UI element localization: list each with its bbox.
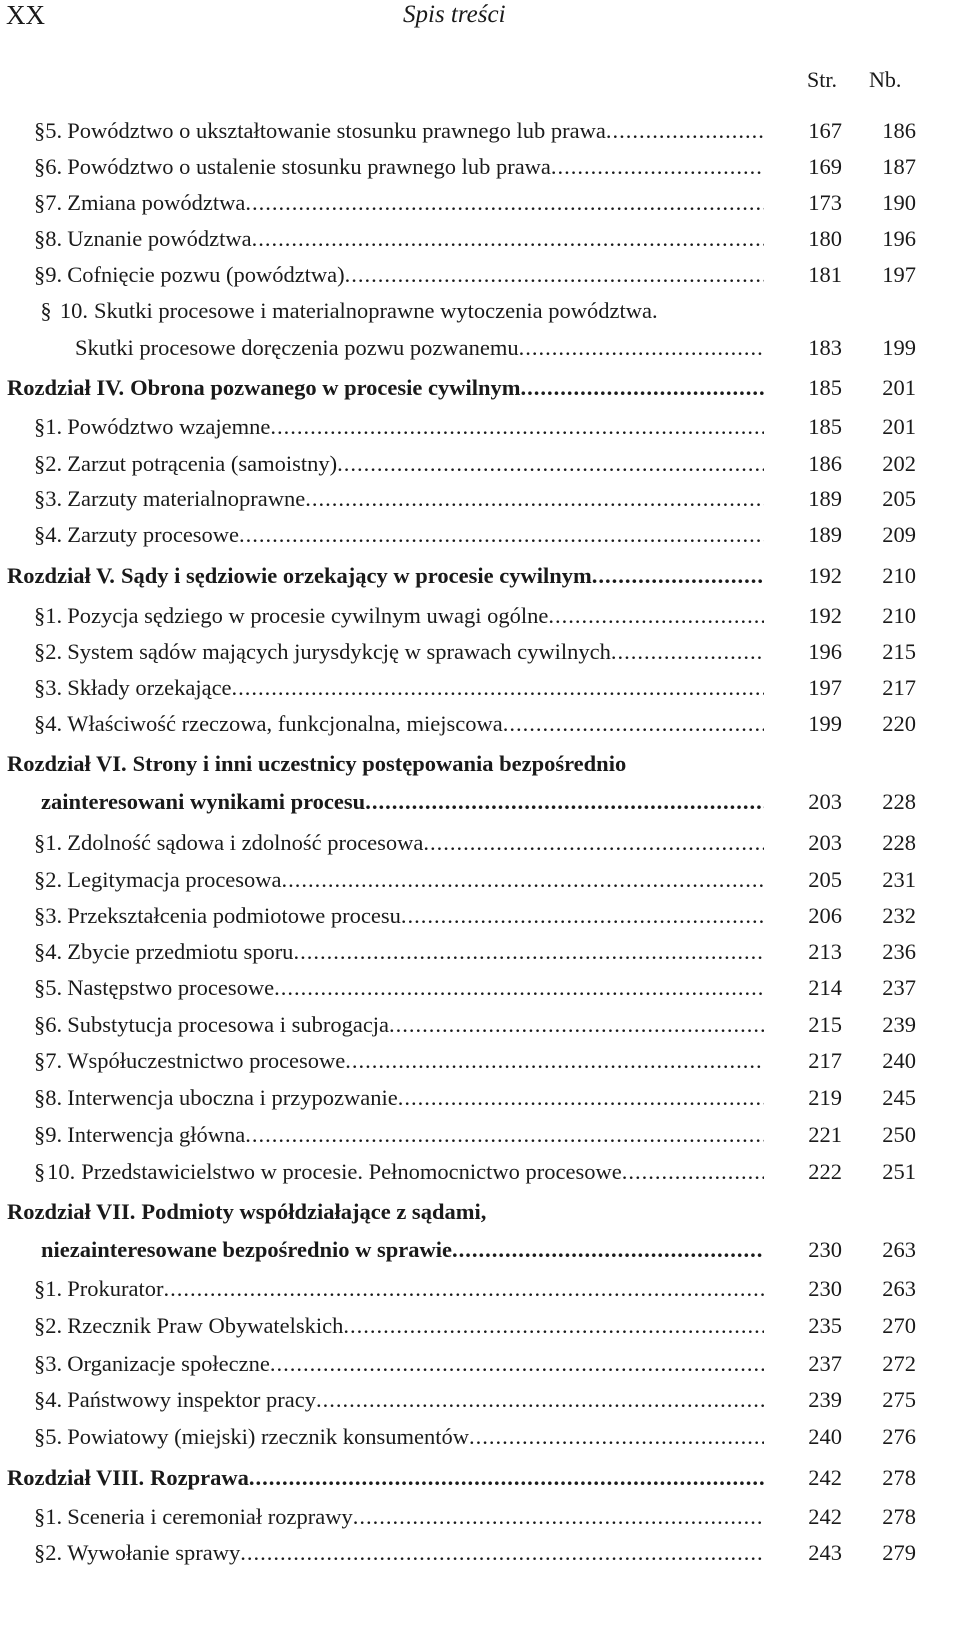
toc-section-row	[0, 637, 960, 667]
section-title: Powództwo o ustalenie stosunku prawnego lub prawa	[67, 154, 551, 179]
margin-number-ref: 210	[882, 603, 916, 628]
section-number: 10.	[59, 298, 88, 323]
section-number: 4.	[45, 522, 63, 547]
margin-number-ref: 278	[882, 1465, 916, 1490]
dot-leader	[282, 865, 764, 895]
section-symbol: §	[34, 711, 46, 736]
margin-number-ref: 228	[882, 789, 916, 814]
toc-section-row	[0, 601, 960, 631]
margin-number-ref: 196	[882, 226, 916, 251]
section-number: 2.	[45, 867, 63, 892]
margin-number-ref: 205	[882, 486, 916, 511]
page-ref: 221	[808, 1122, 842, 1147]
section-symbol: §	[34, 939, 46, 964]
margin-number-ref: 236	[882, 939, 916, 964]
toc-section-row	[0, 1083, 960, 1113]
section-symbol: §	[34, 603, 46, 628]
margin-number-ref: 209	[882, 522, 916, 547]
dot-leader	[163, 1274, 764, 1304]
page-ref: 169	[808, 154, 842, 179]
page-ref: 197	[808, 675, 842, 700]
toc-section-row	[0, 449, 960, 479]
page-ref: 219	[808, 1085, 842, 1110]
section-symbol: §	[34, 1012, 46, 1037]
toc-section-row	[0, 188, 960, 218]
section-symbol: §	[34, 1276, 46, 1301]
section-title: Zarzuty materialnoprawne	[67, 486, 306, 511]
page-ref: 206	[808, 903, 842, 928]
page-number: XX	[6, 0, 45, 30]
section-title: Następstwo procesowe	[67, 975, 275, 1000]
dot-leader	[389, 1010, 764, 1040]
section-title: Zmiana powództwa	[67, 190, 246, 215]
toc-section-row	[0, 116, 960, 146]
dot-leader	[337, 449, 764, 479]
dot-leader	[293, 937, 764, 967]
section-symbol: §	[34, 675, 46, 700]
section-number: 2.	[45, 451, 63, 476]
toc-chapter-row	[0, 561, 960, 591]
toc-section-row	[0, 828, 960, 858]
section-number: 7.	[45, 190, 63, 215]
margin-number-ref: 276	[882, 1424, 916, 1449]
toc-section-row	[0, 520, 960, 550]
section-number: 3.	[45, 903, 63, 928]
dot-leader	[343, 1311, 764, 1341]
section-symbol: §	[34, 451, 46, 476]
page-ref: 203	[808, 789, 842, 814]
dot-leader	[353, 1502, 764, 1532]
dot-leader	[245, 1120, 764, 1150]
section-title: Organizacje społeczne	[67, 1351, 270, 1376]
toc-section-row	[0, 709, 960, 739]
section-number: 8.	[45, 1085, 63, 1110]
section-title: Skutki procesowe doręczenia pozwu pozwanemu	[75, 335, 519, 360]
toc-section-row	[0, 484, 960, 514]
toc-section-row	[0, 1422, 960, 1452]
margin-number-ref: 275	[882, 1387, 916, 1412]
section-symbol: §	[34, 1424, 46, 1449]
section-number: 5.	[45, 1424, 63, 1449]
section-number: 9.	[45, 262, 63, 287]
toc-chapter-row	[0, 749, 960, 779]
page-ref: 213	[808, 939, 842, 964]
section-number: 1.	[45, 603, 63, 628]
section-number: 1.	[45, 414, 63, 439]
section-symbol: §	[34, 975, 46, 1000]
chapter-label: Rozdział VIII.	[7, 1465, 145, 1490]
page-ref: 205	[808, 867, 842, 892]
section-title: Sceneria i ceremoniał rozprawy	[67, 1504, 353, 1529]
section-symbol: §	[34, 1540, 46, 1565]
margin-number-ref: 279	[882, 1540, 916, 1565]
margin-number-ref: 240	[882, 1048, 916, 1073]
dot-leader	[622, 1157, 764, 1187]
page-ref: 183	[808, 335, 842, 360]
margin-number-ref: 231	[882, 867, 916, 892]
page-ref: 239	[808, 1387, 842, 1412]
section-number: 2.	[45, 1540, 63, 1565]
section-title: Zarzut potrącenia (samoistny)	[67, 451, 338, 476]
toc-section-row	[0, 973, 960, 1003]
section-title: Interwencja główna	[67, 1122, 246, 1147]
section-number: 5.	[45, 118, 63, 143]
section-title: Powództwo o ukształtowanie stosunku prawnego lub prawa	[67, 118, 606, 143]
toc-chapter-row	[0, 373, 960, 403]
section-symbol: §	[34, 639, 46, 664]
section-number: 4.	[45, 711, 63, 736]
section-title: System sądów mających jurysdykcję w sprawach cywilnych	[67, 639, 611, 664]
section-number: 4.	[45, 1387, 63, 1412]
margin-number-ref: 186	[882, 118, 916, 143]
margin-number-ref: 245	[882, 1085, 916, 1110]
toc-section-row	[0, 1538, 960, 1568]
chapter-title: Sądy i sędziowie orzekający w procesie cywilnym	[120, 563, 592, 588]
dot-leader	[245, 188, 764, 218]
dot-leader	[365, 787, 764, 817]
page-ref: 173	[808, 190, 842, 215]
section-symbol: §	[34, 118, 46, 143]
dot-leader	[551, 152, 764, 182]
page-ref: 237	[808, 1351, 842, 1376]
dot-leader	[316, 1385, 764, 1415]
toc-section-row	[0, 1274, 960, 1304]
dot-leader	[274, 973, 764, 1003]
toc-section-row	[0, 1157, 960, 1187]
margin-number-ref: 263	[882, 1276, 916, 1301]
margin-number-ref: 278	[882, 1504, 916, 1529]
dot-leader	[249, 1463, 764, 1493]
margin-number-ref: 201	[882, 375, 916, 400]
dot-leader	[252, 224, 764, 254]
page-ref: 185	[808, 375, 842, 400]
section-title: Substytucja procesowa i subrogacja	[67, 1012, 390, 1037]
toc-section-row	[0, 296, 960, 326]
dot-leader	[519, 333, 764, 363]
section-symbol: §	[34, 1504, 46, 1529]
page-ref: 189	[808, 522, 842, 547]
page-ref: 186	[808, 451, 842, 476]
margin-number-ref: 201	[882, 414, 916, 439]
page-ref: 192	[808, 603, 842, 628]
section-symbol: §	[34, 830, 46, 855]
toc-section-row	[0, 937, 960, 967]
section-number: 10.	[47, 1159, 76, 1184]
margin-number-ref: 272	[882, 1351, 916, 1376]
section-symbol: §	[34, 1085, 46, 1110]
margin-number-ref: 199	[882, 335, 916, 360]
section-number: 2.	[45, 1313, 63, 1338]
page-ref: 215	[808, 1012, 842, 1037]
dot-leader	[611, 637, 764, 667]
section-title: Przekształcenia podmiotowe procesu	[67, 903, 401, 928]
section-number: 3.	[45, 486, 63, 511]
page-ref: 199	[808, 711, 842, 736]
dot-leader	[270, 412, 764, 442]
toc-section-row	[0, 1046, 960, 1076]
margin-number-ref: 187	[882, 154, 916, 179]
dot-leader	[270, 1349, 764, 1379]
toc-section-row	[0, 1349, 960, 1379]
dot-leader	[548, 601, 764, 631]
section-title: Składy orzekające	[67, 675, 232, 700]
column-header-str: Str.	[807, 67, 837, 92]
toc-chapter-row	[0, 787, 960, 817]
dot-leader	[401, 901, 764, 931]
page-ref: 242	[808, 1465, 842, 1490]
section-symbol: §	[34, 190, 46, 215]
page-ref: 230	[808, 1237, 842, 1262]
page-ref: 189	[808, 486, 842, 511]
section-title: Powództwo wzajemne	[67, 414, 271, 439]
section-number: 5.	[45, 975, 63, 1000]
toc-section-row	[0, 1120, 960, 1150]
toc-section-row	[0, 1311, 960, 1341]
section-title: Prokurator	[67, 1276, 164, 1301]
margin-number-ref: 251	[882, 1159, 916, 1184]
page-ref: 240	[808, 1424, 842, 1449]
margin-number-ref: 220	[882, 711, 916, 736]
chapter-label: Rozdział V.	[7, 563, 115, 588]
page-ref: 196	[808, 639, 842, 664]
section-number: 1.	[45, 1276, 63, 1301]
margin-number-ref: 263	[882, 1237, 916, 1262]
section-symbol: §	[34, 1048, 46, 1073]
toc-chapter-row	[0, 1463, 960, 1493]
chapter-title: Strony i inni uczestnicy postępowania bezpośrednio	[132, 751, 627, 776]
dot-leader	[606, 116, 764, 146]
dot-leader	[423, 828, 764, 858]
margin-number-ref: 228	[882, 830, 916, 855]
margin-number-ref: 202	[882, 451, 916, 476]
margin-number-ref: 215	[882, 639, 916, 664]
margin-number-ref: 239	[882, 1012, 916, 1037]
section-title: Przedstawicielstwo w procesie. Pełnomocnictwo procesowe	[81, 1159, 622, 1184]
margin-number-ref: 217	[882, 675, 916, 700]
chapter-title: Obrona pozwanego w procesie cywilnym	[130, 375, 521, 400]
section-symbol: §	[34, 1159, 46, 1184]
chapter-label: Rozdział VI.	[7, 751, 127, 776]
section-title: Wywołanie sprawy	[67, 1540, 241, 1565]
section-title: Zdolność sądowa i zdolność procesowa	[67, 830, 424, 855]
toc-section-row	[0, 333, 960, 363]
section-title: Cofnięcie pozwu (powództwa)	[67, 262, 345, 287]
toc-section-row	[0, 1010, 960, 1040]
margin-number-ref: 232	[882, 903, 916, 928]
section-number: 9.	[45, 1122, 63, 1147]
section-symbol: §	[34, 867, 46, 892]
page-ref: 180	[808, 226, 842, 251]
chapter-title: niezainteresowane bezpośrednio w sprawie	[41, 1237, 453, 1262]
dot-leader	[305, 484, 764, 514]
section-title: Pozycja sędziego w procesie cywilnym uwagi ogólne	[67, 603, 549, 628]
margin-number-ref: 270	[882, 1313, 916, 1338]
margin-number-ref: 250	[882, 1122, 916, 1147]
dot-leader	[469, 1422, 764, 1452]
section-title: Państwowy inspektor pracy	[67, 1387, 316, 1412]
toc-section-row	[0, 865, 960, 895]
section-title: Zbycie przedmiotu sporu	[67, 939, 294, 964]
chapter-title: zainteresowani wynikami procesu	[41, 789, 366, 814]
section-number: 6.	[45, 1012, 63, 1037]
section-symbol: §	[34, 154, 46, 179]
dot-leader	[521, 373, 764, 403]
section-symbol: §	[34, 226, 46, 251]
page-ref: 181	[808, 262, 842, 287]
page-ref: 242	[808, 1504, 842, 1529]
dot-leader	[398, 1083, 764, 1113]
dot-leader	[503, 709, 764, 739]
page-ref: 214	[808, 975, 842, 1000]
toc-section-row	[0, 1385, 960, 1415]
page-ref: 230	[808, 1276, 842, 1301]
section-title: Rzecznik Praw Obywatelskich	[67, 1313, 344, 1338]
section-title: Uznanie powództwa	[67, 226, 252, 251]
section-title: Interwencja uboczna i przypozwanie	[67, 1085, 398, 1110]
page-ref: 235	[808, 1313, 842, 1338]
section-number: 3.	[45, 1351, 63, 1376]
section-title: Skutki procesowe i materialnoprawne wytoczenia powództwa.	[94, 298, 658, 323]
section-title: Właściwość rzeczowa, funkcjonalna, miejscowa	[67, 711, 503, 736]
page-ref: 222	[808, 1159, 842, 1184]
page-ref: 203	[808, 830, 842, 855]
toc-section-row	[0, 1502, 960, 1532]
chapter-label: Rozdział IV.	[7, 375, 125, 400]
margin-number-ref: 197	[882, 262, 916, 287]
section-symbol: §	[34, 522, 46, 547]
section-title: Współuczestnictwo procesowe	[67, 1048, 346, 1073]
section-title: Powiatowy (miejski) rzecznik konsumentów	[67, 1424, 470, 1449]
section-symbol: §	[40, 298, 52, 323]
section-number: 1.	[45, 1504, 63, 1529]
dot-leader	[239, 520, 764, 550]
margin-number-ref: 190	[882, 190, 916, 215]
toc-section-row	[0, 673, 960, 703]
dot-leader	[232, 673, 764, 703]
dot-leader	[345, 260, 764, 290]
toc-section-row	[0, 152, 960, 182]
toc-section-row	[0, 901, 960, 931]
page-ref: 192	[808, 563, 842, 588]
section-symbol: §	[34, 1122, 46, 1147]
page-ref: 167	[808, 118, 842, 143]
section-symbol: §	[34, 903, 46, 928]
page-ref: 185	[808, 414, 842, 439]
section-title: Legitymacja procesowa	[67, 867, 282, 892]
section-number: 8.	[45, 226, 63, 251]
section-symbol: §	[34, 1387, 46, 1412]
section-number: 4.	[45, 939, 63, 964]
section-number: 2.	[45, 639, 63, 664]
toc-chapter-row	[0, 1235, 960, 1265]
page-ref: 217	[808, 1048, 842, 1073]
section-number: 3.	[45, 675, 63, 700]
margin-number-ref: 210	[882, 563, 916, 588]
chapter-label: Rozdział VII.	[7, 1199, 136, 1224]
section-number: 1.	[45, 830, 63, 855]
chapter-title: Podmioty współdziałające z sądami,	[141, 1199, 487, 1224]
toc-section-row	[0, 260, 960, 290]
section-symbol: §	[34, 414, 46, 439]
page-ref: 243	[808, 1540, 842, 1565]
toc-section-row	[0, 412, 960, 442]
section-symbol: §	[34, 1351, 46, 1376]
running-title: Spis treści	[403, 1, 506, 28]
toc-section-row	[0, 224, 960, 254]
dot-leader	[240, 1538, 764, 1568]
section-number: 6.	[45, 154, 63, 179]
section-number: 7.	[45, 1048, 63, 1073]
margin-number-ref: 237	[882, 975, 916, 1000]
chapter-title: Rozprawa	[150, 1465, 249, 1490]
section-title: Zarzuty procesowe	[67, 522, 240, 547]
section-symbol: §	[34, 262, 46, 287]
dot-leader	[452, 1235, 764, 1265]
section-symbol: §	[34, 486, 46, 511]
dot-leader	[345, 1046, 764, 1076]
toc-chapter-row	[0, 1197, 960, 1227]
dot-leader	[592, 561, 764, 591]
section-symbol: §	[34, 1313, 46, 1338]
column-header-nb: Nb.	[869, 67, 902, 92]
